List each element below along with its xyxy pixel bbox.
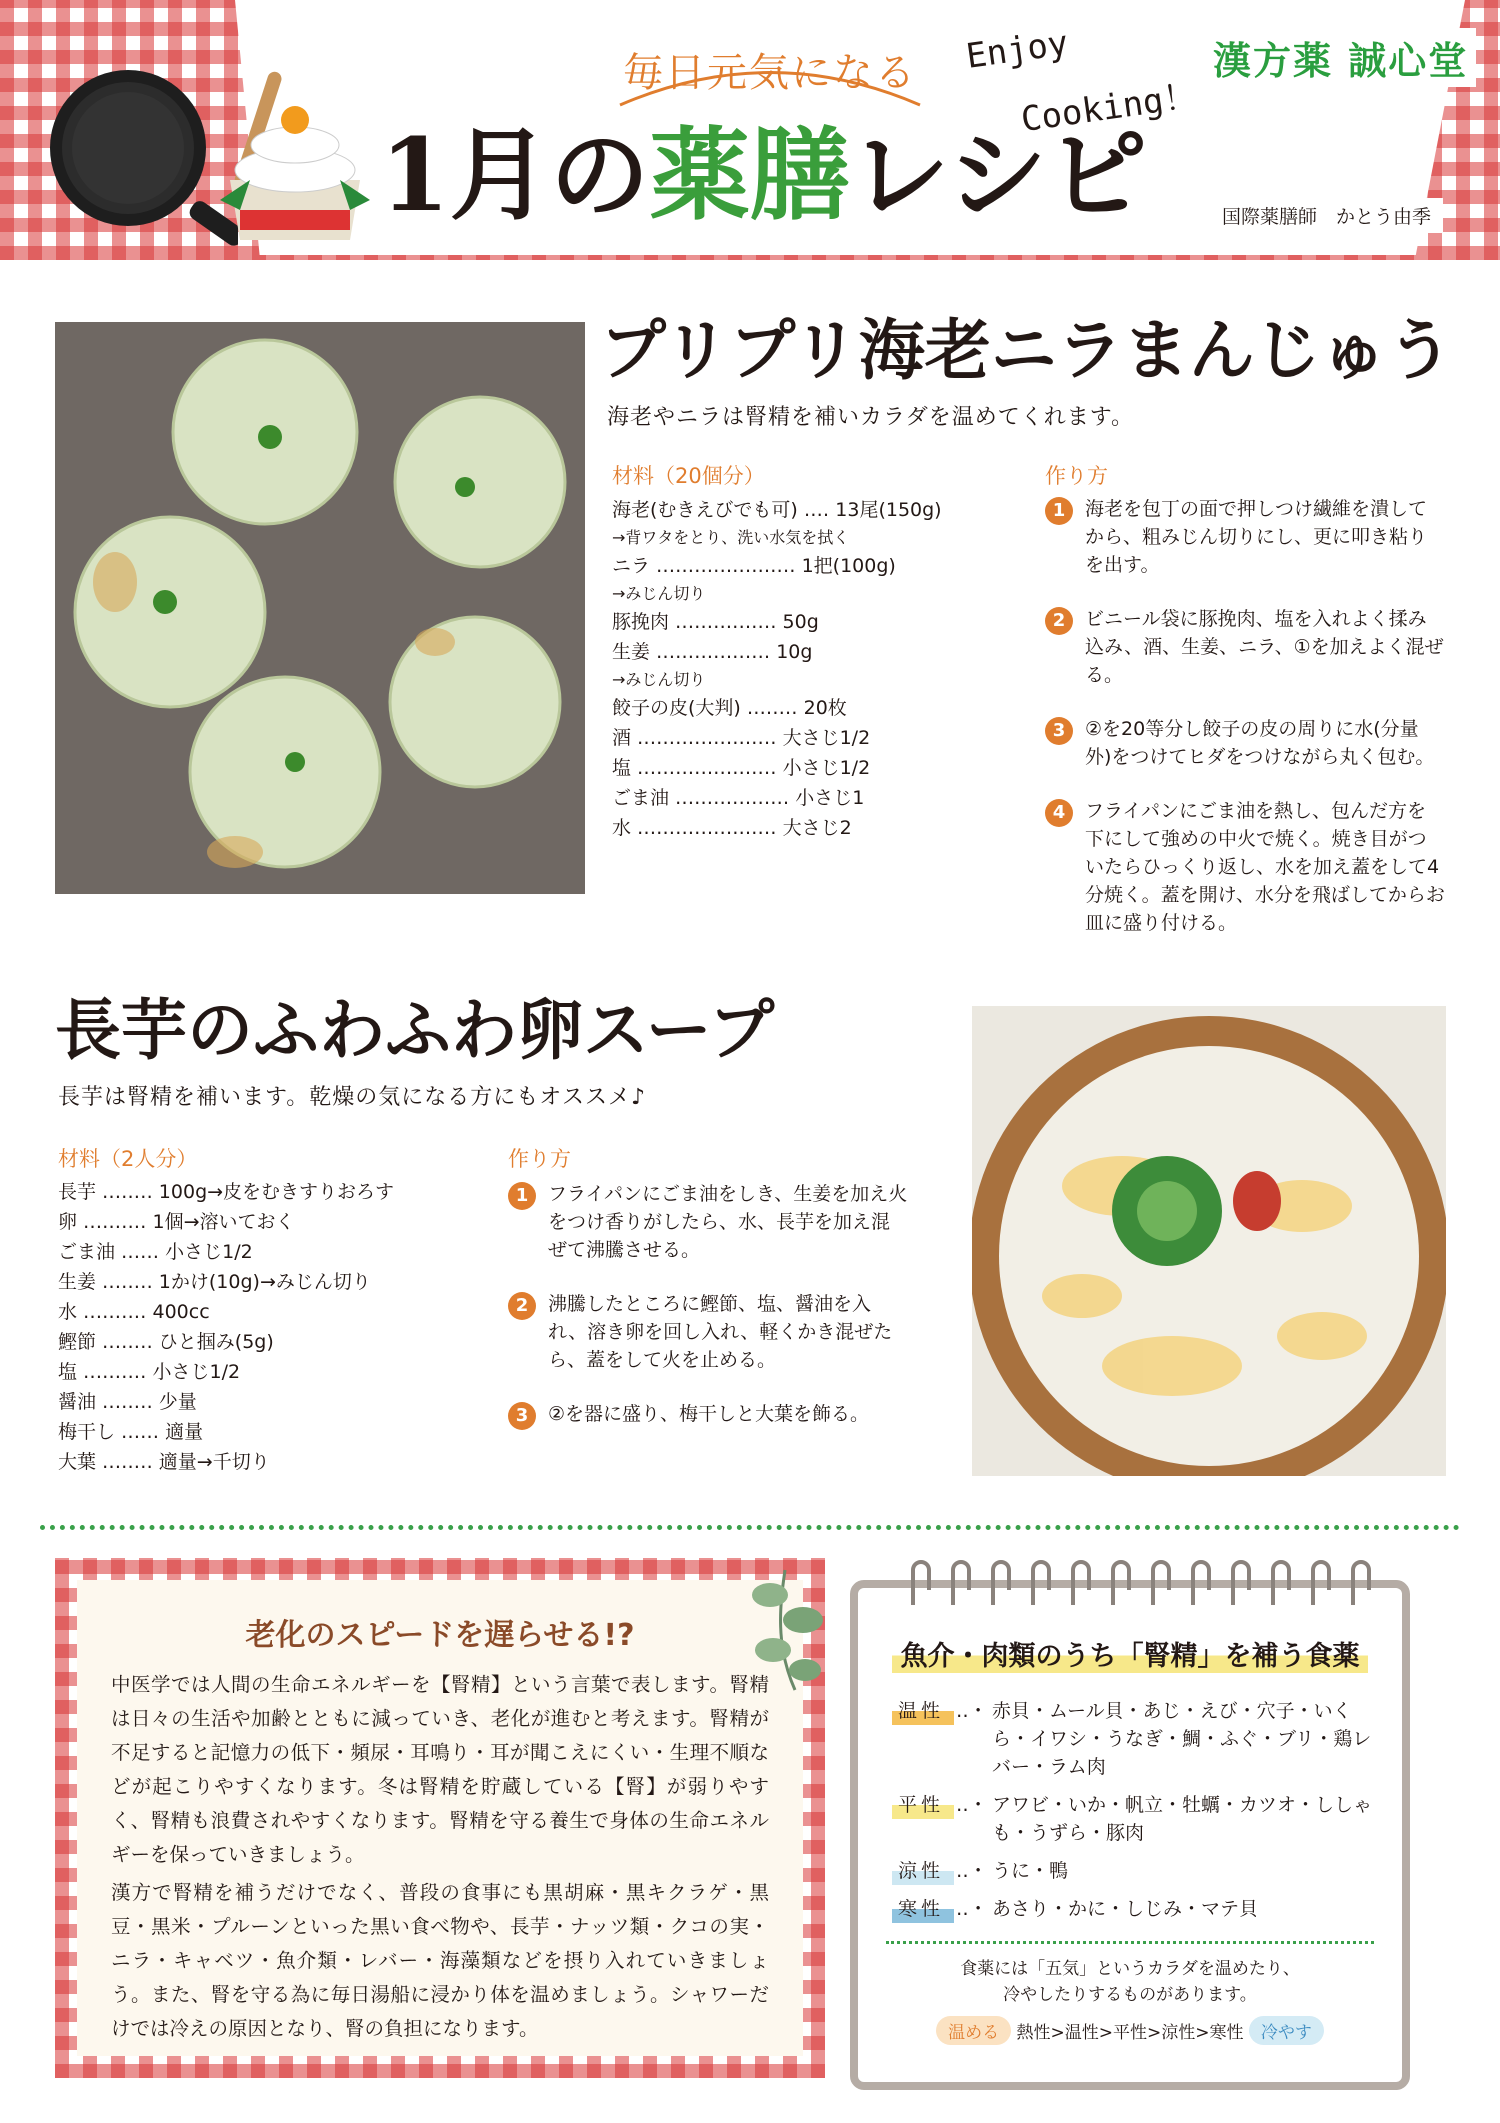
ingredient-row: 酒 ‥‥‥‥‥‥‥‥‥‥‥ 大さじ1/2 — [612, 727, 871, 749]
aging-column — [55, 1558, 825, 2078]
ingredient-row: 水 ‥‥‥‥‥‥‥‥‥‥‥ 大さじ2 — [612, 817, 852, 839]
ingredient-row: 豚挽肉 ‥‥‥‥‥‥‥‥ 50g — [612, 611, 819, 633]
ingredient-row: 水 ‥‥‥‥‥ 400cc — [58, 1301, 210, 1323]
notebook-footnote — [882, 1956, 1378, 2008]
dumpling-photo — [55, 322, 585, 894]
step-number: 3 — [508, 1402, 536, 1430]
recipe1-steps — [1045, 495, 1445, 963]
ingredient-row: 大葉 ‥‥‥‥ 適量→千切り — [58, 1451, 270, 1473]
header — [0, 0, 1500, 260]
step-item — [1045, 495, 1445, 579]
brand-logo: 漢方薬 誠心堂 — [1205, 28, 1476, 87]
step-item — [1045, 715, 1445, 771]
step-text: ②を20等分し餃子の皮の周りに水(分量外)をつけてヒダをつけながら丸く包む。 — [1085, 718, 1435, 768]
step-number: 2 — [1045, 607, 1073, 635]
recipe2-ingredients — [58, 1177, 488, 1477]
title-rest: レシピ — [849, 116, 1148, 234]
step-number: 1 — [1045, 497, 1073, 525]
row-items: アワビ・いか・帆立・牡蠣・カツオ・ししゃも・うずら・豚肉 — [992, 1794, 1373, 1844]
ingredient-row: 塩 ‥‥‥‥‥ 小さじ1/2 — [58, 1361, 241, 1383]
temperature-label: 平性 — [892, 1791, 954, 1819]
scale-text: 熱性>温性>平性>涼性>寒性 — [1016, 2023, 1244, 2043]
ingredient-row: 生姜 ‥‥‥‥ 1かけ(10g)→みじん切り — [58, 1271, 371, 1293]
notebook-rings — [898, 1560, 1378, 1610]
ingredient-row: 生姜 ‥‥‥‥‥‥‥‥‥ 10g — [612, 641, 813, 663]
ingredient-row: 鰹節 ‥‥‥‥ ひと掴み(5g) — [58, 1331, 274, 1353]
warm-pill: 温める — [936, 2016, 1011, 2045]
step-text: ②を器に盛り、梅干しと大葉を飾る。 — [548, 1403, 870, 1425]
notebook-foot-line1: 食薬には「五気」というカラダを温めたり、 — [960, 1959, 1300, 1979]
step-item — [508, 1290, 908, 1374]
page-title — [380, 115, 1147, 235]
step-text: フライパンにごま油を熱し、包んだ方を下にして強めの中火で焼く。焼き目がついたらひっくり返し、水を加え蓋をして4分焼く。蓋を開け、水分を飛ばしてからお皿に盛り付ける。 — [1085, 800, 1445, 934]
ingredient-row: ごま油 ‥‥‥ 小さじ1/2 — [58, 1241, 253, 1263]
notebook-rows — [882, 1697, 1378, 1923]
step-item — [1045, 605, 1445, 689]
temperature-label: 涼性 — [892, 1857, 954, 1885]
notebook-foot-line2: 冷やしたりするものがあります。 — [1003, 1985, 1257, 2005]
ingredient-note: →みじん切り — [612, 584, 706, 603]
ingredient-row: ごま油 ‥‥‥‥‥‥‥‥‥ 小さじ1 — [612, 787, 865, 809]
eucalyptus-leaf-illustration — [735, 1565, 830, 1695]
recipe2-steps — [508, 1180, 908, 1454]
row-items: うに・鴨 — [992, 1860, 1069, 1882]
temperature-scale — [882, 2016, 1378, 2045]
enjoy-line1: Enjoy — [963, 23, 1071, 77]
section-divider — [40, 1525, 1460, 1530]
notebook-title: 魚介・肉類のうち「腎精」を補う食薬 — [892, 1634, 1368, 1673]
step-text: 海老を包丁の面で押しつけ繊維を潰してから、粗みじん切りにし、更に叩き粘りを出す。 — [1085, 498, 1428, 576]
notebook-row — [882, 1791, 1378, 1847]
notebook-separator — [886, 1941, 1374, 1944]
title-month: 1月の — [380, 116, 650, 234]
step-number: 4 — [1045, 799, 1073, 827]
aging-paragraph-1: 中医学では人間の生命エネルギーを【腎精】という言葉で表します。腎精は日々の生活や加齢とともに減っていき、老化が進むと考えます。腎精が不足すると記憶力の低下・頻尿・耳鳴り・耳が聞こえにくい・生理不順などが起こりやすくなります。冬は腎精を貯蔵している【腎】が弱りやすく、腎精も浪費されやすくなります。腎精を守る養生で身体の生命エネルギーを保っていきましょう。 — [111, 1673, 769, 1866]
food-medicine-notebook — [850, 1580, 1410, 2090]
row-items: あさり・かに・しじみ・マテ貝 — [992, 1898, 1259, 1920]
author-credit: 国際薬膳師 かとう由季 — [1210, 198, 1443, 233]
header-subtitle: 毎日元気になる — [623, 50, 917, 96]
ingredient-row: 餃子の皮(大判) ‥‥‥‥ 20枚 — [612, 697, 847, 719]
aging-title: 老化のスピードを遅らせる!? — [245, 1618, 635, 1653]
step-number: 2 — [508, 1292, 536, 1320]
recipe1-steps-heading: 作り方 — [1045, 464, 1108, 488]
ingredient-note: →背ワタをとり、洗い水気を拭く — [612, 528, 850, 547]
row-dots: ‥・ — [956, 1700, 988, 1722]
ingredient-row: ニラ ‥‥‥‥‥‥‥‥‥‥‥ 1把(100g) — [612, 555, 896, 577]
aging-column-body — [77, 1580, 803, 2056]
step-item — [508, 1180, 908, 1264]
step-text: フライパンにごま油をしき、生姜を加え火をつけ香りがしたら、水、長芋を加え混ぜて沸騰させる。 — [548, 1183, 908, 1261]
step-text: ビニール袋に豚挽肉、塩を入れよく揉み込み、酒、生姜、ニラ、①を加えよく混ぜる。 — [1085, 608, 1444, 686]
step-item — [1045, 797, 1445, 937]
cool-pill: 冷やす — [1249, 2016, 1324, 2045]
recipe1-lead: 海老やニラは腎精を補いカラダを温めてくれます。 — [607, 405, 1135, 430]
step-number: 1 — [508, 1182, 536, 1210]
recipe2-lead: 長芋は腎精を補います。乾燥の気になる方にもオススメ♪ — [58, 1085, 647, 1110]
row-dots: ‥・ — [956, 1898, 988, 1920]
recipe2-title: 長芋のふわふわ卵スープ — [55, 991, 775, 1069]
row-dots: ‥・ — [956, 1860, 988, 1882]
temperature-label: 温性 — [892, 1697, 954, 1725]
ingredient-note: →みじん切り — [612, 670, 706, 689]
row-dots: ‥・ — [956, 1794, 988, 1816]
step-item — [508, 1400, 908, 1428]
step-number: 3 — [1045, 717, 1073, 745]
recipe1-ingredients — [612, 495, 1022, 843]
notebook-row — [882, 1857, 1378, 1885]
step-text: 沸騰したところに鰹節、塩、醤油を入れ、溶き卵を回し入れ、軽くかき混ぜたら、蓋をして火を止める。 — [548, 1293, 893, 1371]
aging-paragraph-2: 漢方で腎精を補うだけでなく、普段の食事にも黒胡麻・黒キクラゲ・黒豆・黒米・プルーンといった黒い食べ物や、長芋・ナッツ類・クコの実・ニラ・キャベツ・魚介類・レバー・海藻類などを摂り入れていきましょう。また、腎を守る為に毎日湯船に浸かり体を温めましょう。シャワーだけでは冷えの原因となり、腎の負担になります。 — [111, 1881, 769, 2040]
kagami-mochi-illustration — [210, 60, 380, 250]
row-items: 赤貝・ムール貝・あじ・えび・穴子・いくら・イワシ・うなぎ・鯛・ふぐ・ブリ・鶏レバー・ラム肉 — [992, 1700, 1372, 1778]
recipe2-steps-heading: 作り方 — [508, 1147, 571, 1171]
frying-pan-illustration — [38, 48, 238, 248]
ingredient-row: 醤油 ‥‥‥‥ 少量 — [58, 1391, 197, 1413]
ingredient-row: 卵 ‥‥‥‥‥ 1個→溶いておく — [58, 1211, 295, 1233]
title-highlight: 薬膳 — [649, 116, 850, 234]
notebook-row — [882, 1697, 1378, 1781]
enjoy-line2: Cooking！ — [1018, 75, 1200, 141]
ingredient-row: 塩 ‥‥‥‥‥‥‥‥‥‥‥ 小さじ1/2 — [612, 757, 871, 779]
notebook-row — [882, 1895, 1378, 1923]
ingredient-row: 梅干し ‥‥‥ 適量 — [58, 1421, 204, 1443]
ingredient-row: 長芋 ‥‥‥‥ 100g→皮をむきすりおろす — [58, 1181, 395, 1203]
recipe1-title: プリプリ海老ニラまんじゅう — [600, 311, 1453, 389]
ingredient-row: 海老(むきえびでも可) ‥‥ 13尾(150g) — [612, 499, 942, 521]
recipe1-ingredients-heading: 材料（20個分） — [612, 464, 765, 488]
temperature-label: 寒性 — [892, 1895, 954, 1923]
egg-soup-photo — [972, 1006, 1446, 1476]
recipe2-ingredients-heading: 材料（2人分） — [58, 1147, 198, 1171]
